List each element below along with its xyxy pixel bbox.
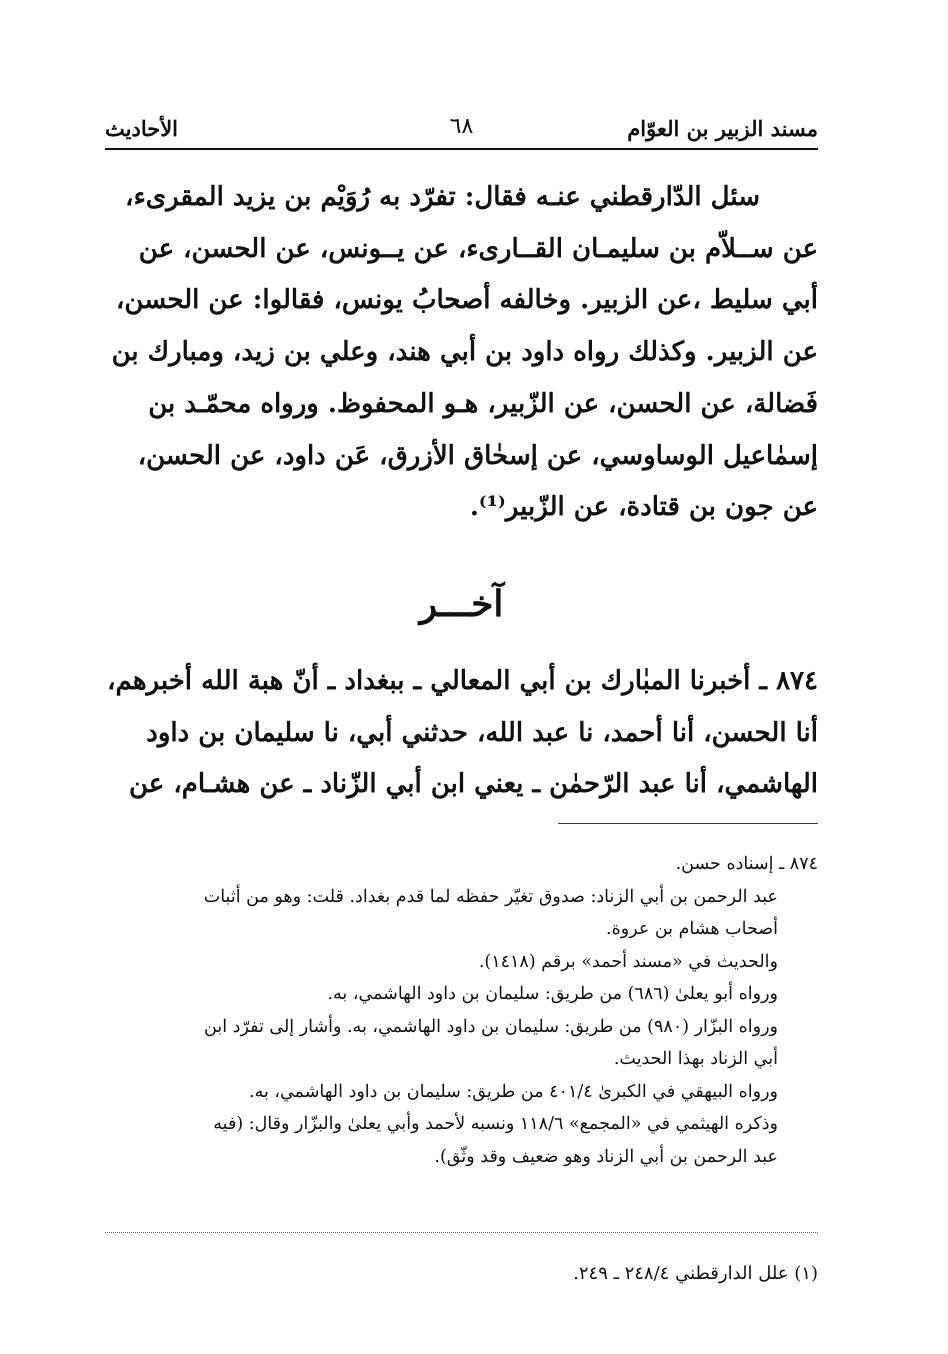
text-line: أبي سليط ،عن الزبير. وخالفه أصحابُ يونس، فقالوا: عن الحسن،	[116, 285, 818, 316]
text-line: الهاشمي، أنا عبد الرّحمٰن ـ يعني ابن أبي الزّناد ـ عن هشـام، عن	[128, 769, 818, 800]
footnote-separator	[105, 1232, 818, 1233]
page-number: ٦٨	[449, 114, 474, 139]
text-line: عن ســلاّم بن سليمـان القــارىء، عن يــونس، عن الحسن، عن	[138, 233, 818, 264]
text-line: إسمٰاعيل الوساوسي، عن إسحٰاق الأزرق، عَن داود، عن الحسن،	[137, 440, 818, 471]
text-line: عن الزبير. وكذلك رواه داود بن أبي هند، وعلي بن زيد، ومبارك بن	[111, 337, 818, 368]
note-line: وذكره الهيثمي في «المجمع» ١١٨/٦ ونسبه لأحمد وأبي يعلىٰ والبزّار وقال: (فيه	[213, 1114, 778, 1134]
note-line: والحديث في «مسند أحمد» برقم (١٤١٨).	[478, 951, 778, 972]
text-line: أنا الحسن، أنا أحمد، نا عبد الله، حدثني أبي، نا سليمان بن داود	[146, 717, 818, 748]
note-line: ورواه البزّار (٩٨٠) من طريق: سليمان بن داود الهاشمي، به. وأشار إلى تفرّد ابن	[204, 1016, 778, 1037]
note-line: ورواه أبو يعلىٰ (٦٨٦) من طريق: سليمان بن داود الهاشمي، به.	[327, 984, 778, 1004]
hadith-874	[105, 656, 818, 811]
text-line: ٨٧٤ ـ أخبرنا المبٰارك بن أبي المعالي ـ ببغداد ـ أنّ هبة الله أخبرهم،	[107, 666, 818, 696]
note-line: عبد الرحمن بن أبي الزناد: صدوق تغيّر حفظه لما قدم بغداد. قلت: وهو من أثبات	[203, 886, 778, 907]
note-line: عبد الرحمن بن أبي الزناد وهو ضعيف وقد وثّق).	[434, 1146, 778, 1167]
running-header	[105, 112, 818, 148]
section-title: آخـــر	[419, 583, 504, 625]
takhrij-notes	[105, 848, 818, 1173]
text-line: فَضالة، عن الحسن، عن الزّبير، هـو المحفوظ. ورواه محمّـد بن	[148, 388, 818, 419]
section-name: الأحاديث	[105, 116, 179, 141]
note-line: ورواه البيهقي في الكبرىٰ ٤٠١/٤ من طريق: سليمان بن داود الهاشمي، به.	[249, 1081, 778, 1102]
paragraph-daraqutni	[105, 172, 818, 534]
note-line: أصحاب هشام بن عروة.	[606, 919, 778, 939]
text-line: عن جون بن قتادة، عن الزّبير⁽¹⁾.	[469, 492, 818, 523]
book-title: مسند الزبير بن العوّام	[627, 116, 818, 141]
header-rule	[105, 148, 818, 150]
footnote: (١) علل الدارقطني ٢٤٨/٤ ـ ٢٤٩.	[573, 1263, 818, 1284]
note-line: ٨٧٤ ـ إسناده حسن.	[675, 854, 818, 874]
notes-separator	[558, 823, 818, 824]
text-line: سئل الدّارقطني عنـه فقال: تفرّد به رُوَيْم بن يزيد المقرىء،	[125, 182, 760, 212]
note-line: أبي الزناد بهذا الحديث.	[613, 1049, 778, 1069]
